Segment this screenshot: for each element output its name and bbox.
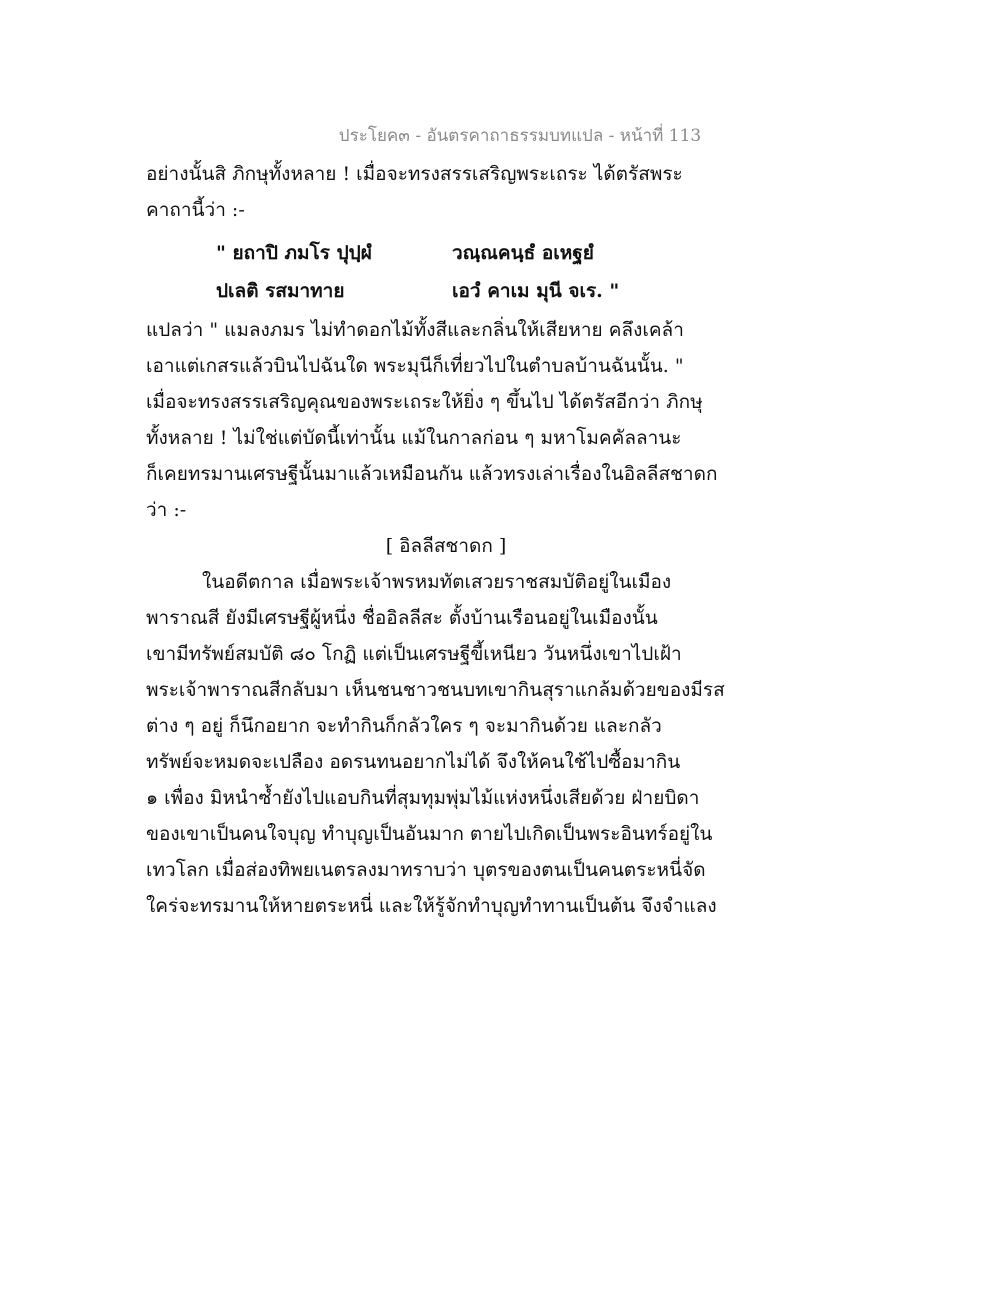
- intro-line: คาถานี้ว่า :-: [146, 199, 245, 221]
- body-text: [146, 156, 746, 924]
- story-line: พาราณสี ยังมีเศรษฐีผู้หนึ่ง ชื่ออิลลีสะ ตั้งบ้านเรือนอยู่ในเมืองนั้น: [146, 607, 658, 629]
- story-line: พระเจ้าพาราณสีกลับมา เห็นชนชาวชนบทเขากินสุราแกล้มด้วยของมีรส: [146, 679, 725, 701]
- translation-line: ว่า :-: [146, 499, 187, 521]
- translation-line: เมื่อจะทรงสรรเสริญคุณของพระเถระให้ยิ่ง ๆ ขึ้นไป ได้ตรัสอีกว่า ภิกษุ: [146, 391, 703, 413]
- verse-line-right: วณฺณคนฺธํ อเหฐยํ: [452, 242, 594, 264]
- section-title: [ อิลลีสชาดก ]: [385, 535, 507, 557]
- verse-line: [146, 272, 746, 310]
- verse-line-left: ปเลติ รสมาทาย: [216, 280, 345, 302]
- story-line: ต่าง ๆ อยู่ ก็นึกอยาก จะทำกินก็กลัวใคร ๆ จะมากินด้วย และกลัว: [146, 715, 662, 737]
- intro-line: อย่างนั้นสิ ภิกษุทั้งหลาย ! เมื่อจะทรงสรรเสริญพระเถระ ได้ตรัสพระ: [146, 163, 683, 185]
- page-header: ประโยค๓ - อันตรคาถาธรรมบทแปล - หน้าที่ 113: [338, 126, 702, 146]
- story-line: เขามีทรัพย์สมบัติ ๘๐ โกฏิ แต่เป็นเศรษฐีขี้เหนียว วันหนึ่งเขาไปเฝ้า: [146, 643, 682, 665]
- translation-line: แปลว่า " แมลงภมร ไม่ทำดอกไม้ทั้งสีและกลิ่นให้เสียหาย คลึงเคล้า: [146, 319, 684, 341]
- translation-line: ทั้งหลาย ! ไม่ใช่แต่บัดนี้เท่านั้น แม้ในกาลก่อน ๆ มหาโมคคัลลานะ: [146, 427, 682, 449]
- story-line: เทวโลก เมื่อส่องทิพยเนตรลงมาทราบว่า บุตรของตนเป็นคนตระหนี่จัด: [146, 859, 706, 881]
- story-line: ของเขาเป็นคนใจบุญ ทำบุญเป็นอันมาก ตายไปเกิดเป็นพระอินทร์อยู่ใน: [146, 823, 713, 845]
- verse-line: [146, 234, 746, 272]
- translation-line: ก็เคยทรมานเศรษฐีนั้นมาแล้วเหมือนกัน แล้วทรงเล่าเรื่องในอิลลีสชาดก: [146, 463, 718, 485]
- translation-line: เอาแต่เกสรแล้วบินไปฉันใด พระมุนีก็เที่ยวไปในตำบลบ้านฉันนั้น. ": [146, 355, 684, 377]
- story-line: ในอดีตกาล เมื่อพระเจ้าพรหมทัตเสวยราชสมบัติอยู่ในเมือง: [202, 571, 672, 593]
- verse-line-left: " ยถาปิ ภมโร ปุปฺผํ: [216, 242, 372, 264]
- story-line: ๑ เพื่อง มิหนำซ้ำยังไปแอบกินที่สุมทุมพุ่มไม้แห่งหนึ่งเสียด้วย ฝ่ายบิดา: [146, 787, 700, 809]
- story-line: ทรัพย์จะหมดจะเปลือง อดรนทนอยากไม่ได้ จึงให้คนใช้ไปซื้อมากิน: [146, 751, 681, 773]
- verse-line-right: เอวํ คาเม มุนี จเร. ": [452, 280, 620, 302]
- story-line: ใคร่จะทรมานให้หายตระหนี่ และให้รู้จักทำบุญทำทานเป็นต้น จึงจำแลง: [146, 895, 717, 917]
